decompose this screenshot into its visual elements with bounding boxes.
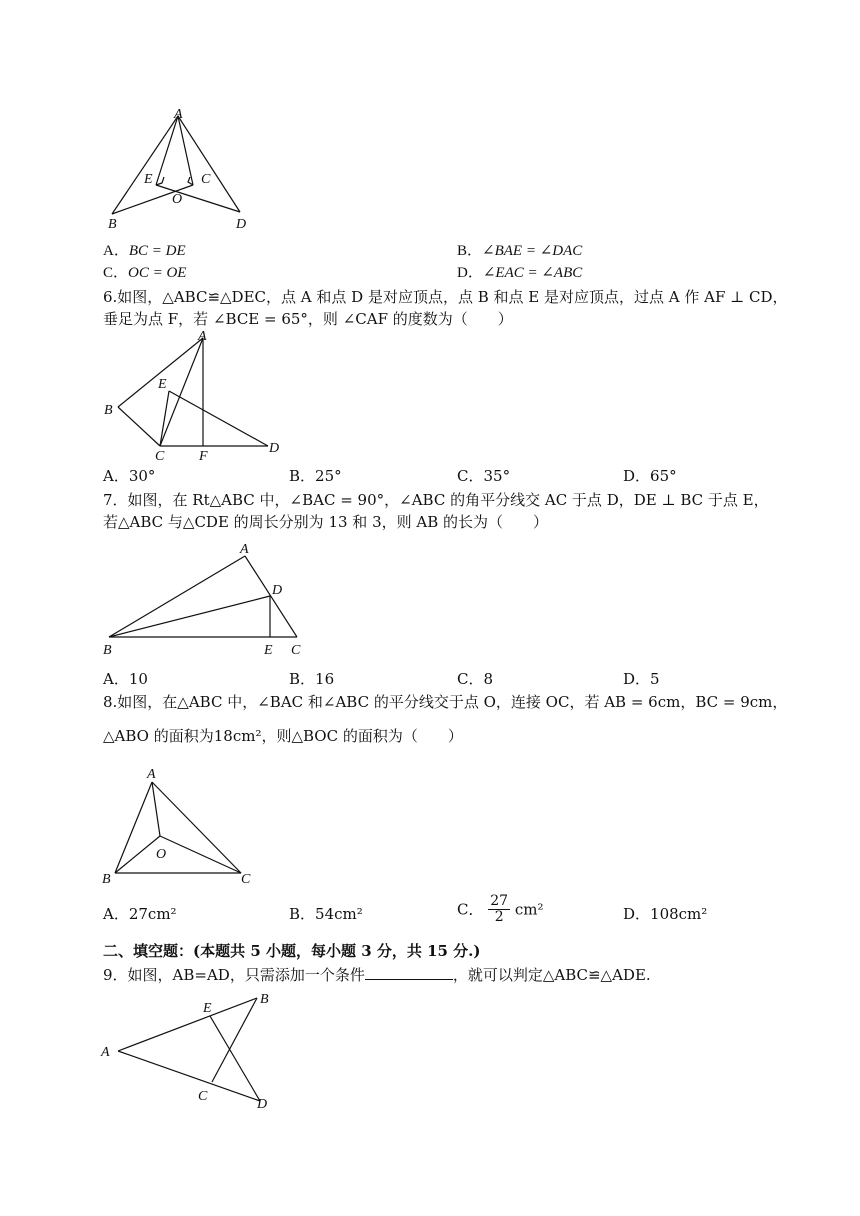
q6-label-d: D (269, 441, 280, 456)
q5-label-a: A (174, 107, 183, 122)
q9-label-b: B (260, 992, 269, 1007)
q8-question-line2: △ABO 的面积为18cm²，则△BOC 的面积为（ ） (103, 727, 463, 745)
q5-option-c: C．OC = OE (103, 265, 187, 281)
q6-label-e: E (158, 377, 167, 392)
q6-label-c: C (155, 449, 165, 464)
q8-option-c-numerator: 27 (490, 893, 509, 909)
q7-option-a: A．10 (103, 670, 148, 688)
q5-figure (100, 108, 260, 233)
q6-label-b: B (104, 403, 113, 418)
q7-label-e: E (264, 643, 273, 658)
q8-option-d: D．108cm² (623, 905, 708, 923)
q7-option-d: D．5 (623, 670, 660, 688)
q9-question (103, 965, 651, 985)
q7-question-line1: 7．如图，在 Rt△ABC 中，∠BAC = 90°，∠ABC 的角平分线交 AC 于点 D，DE ⊥ BC 于点 E， (103, 491, 769, 509)
q7-label-d: D (272, 583, 283, 598)
q6-option-d: D．65° (623, 467, 677, 485)
q5-label-o: O (172, 192, 183, 207)
q6-question-line2: 垂足为点 F，若 ∠BCE = 65°，则 ∠CAF 的度数为（ ） (103, 310, 513, 328)
q6-label-a: A (198, 329, 207, 344)
q7-option-c: C．8 (457, 670, 494, 688)
q9-label-e: E (203, 1001, 212, 1016)
q8-option-b: B．54cm² (289, 905, 363, 923)
q8-question-line1: 8.如图，在△ABC 中，∠BAC 和∠ABC 的平分线交于点 O，连接 OC，若 AB = 6cm，BC = 9cm， (103, 693, 788, 711)
q8-label-o: O (156, 847, 167, 862)
q8-option-c-denominator: 2 (494, 909, 504, 925)
q8-option-c-unit: cm² (514, 900, 544, 919)
q8-label-c: C (241, 872, 251, 887)
q9-label-a: A (101, 1045, 110, 1060)
q9-text-before: 9．如图，AB=AD，只需添加一个条件 (103, 966, 365, 984)
q8-label-a: A (147, 767, 156, 782)
q9-text-after: ，就可以判定△ABC≌△ADE. (452, 966, 651, 984)
q6-question-line1: 6.如图，△ABC≌△DEC，点 A 和点 D 是对应顶点，点 B 和点 E 是对应顶点，过点 A 作 AF ⊥ CD， (103, 288, 788, 306)
q9-label-d: D (257, 1097, 268, 1112)
q5-option-d: D．∠EAC = ∠ABC (457, 265, 583, 281)
q9-figure (100, 988, 280, 1113)
q7-figure (100, 538, 315, 663)
q7-label-b: B (103, 643, 112, 658)
q6-label-f: F (199, 449, 208, 464)
q9-label-c: C (198, 1089, 208, 1104)
q7-option-b: B．16 (289, 670, 335, 688)
q5-label-c: C (201, 172, 211, 187)
q8-figure (100, 762, 265, 887)
q8-option-c-fraction (488, 894, 510, 925)
q7-label-a: A (240, 542, 249, 557)
q5-label-d: D (236, 217, 247, 232)
q6-option-c: C．35° (457, 467, 511, 485)
q6-figure (100, 330, 290, 465)
q8-option-c (457, 894, 544, 925)
q5-option-b: B．∠BAE = ∠DAC (457, 243, 583, 259)
q7-label-c: C (291, 643, 301, 658)
q5-label-b: B (108, 217, 117, 232)
q6-option-a: A．30° (103, 467, 156, 485)
section2-heading: 二、填空题：(本题共 5 小题，每小题 3 分，共 15 分.) (103, 942, 481, 960)
q8-label-b: B (102, 872, 111, 887)
q7-question-line2: 若△ABC 与△CDE 的周长分别为 13 和 3，则 AB 的长为（ ） (103, 513, 548, 531)
q6-option-b: B．25° (289, 467, 342, 485)
q8-option-a: A．27cm² (103, 905, 177, 923)
q5-option-a: A．BC = DE (103, 243, 186, 259)
q8-option-c-letter: C． (457, 900, 484, 919)
q5-label-e: E (144, 172, 153, 187)
q9-answer-blank[interactable] (365, 965, 453, 980)
